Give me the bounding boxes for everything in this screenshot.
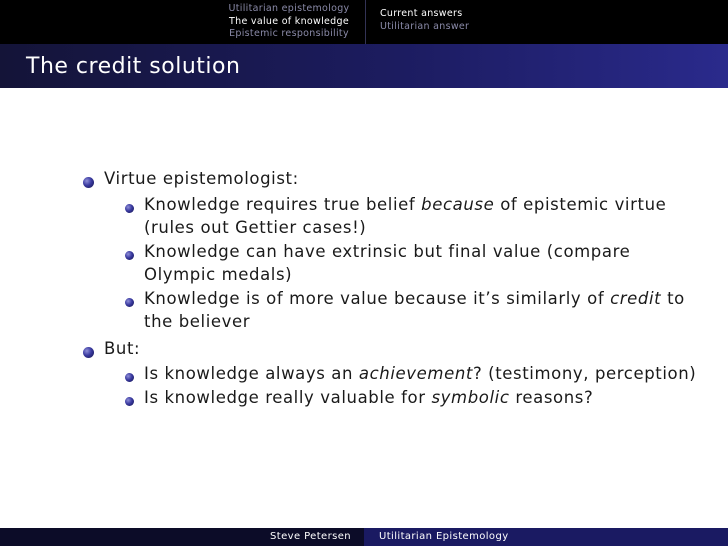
text-run: Is knowledge really valuable for <box>144 387 432 407</box>
slide-title: The credit solution <box>26 54 241 79</box>
bullet-icon <box>83 347 94 358</box>
text-run: reasons? <box>509 387 594 407</box>
sub-bullet-icon <box>125 298 134 307</box>
sub-bullet-icon <box>125 251 134 260</box>
text-run: ? (testimony, perception) <box>472 364 697 383</box>
footer-title[interactable]: Utilitarian Epistemology <box>379 531 509 542</box>
emphasis-text: credit <box>610 288 662 308</box>
nav-section-utilitarian-epistemology[interactable]: Utilitarian epistemology <box>228 3 350 14</box>
bullet-item-text: Virtue epistemologist: <box>104 169 299 188</box>
nav-subsection-current-answers[interactable]: Current answers <box>380 8 463 19</box>
frame-title-bar <box>0 44 728 88</box>
sub-bullet-text-line <box>144 218 366 237</box>
header-divider <box>365 0 366 44</box>
footer-title-panel <box>364 528 728 546</box>
bullet-icon <box>83 177 94 188</box>
nav-subsection-utilitarian-answer[interactable]: Utilitarian answer <box>380 20 470 32</box>
sub-bullet-text-line <box>144 242 630 261</box>
text-run: Olympic medals) <box>144 265 293 284</box>
text-run: to <box>661 288 685 308</box>
sub-bullet-text-line <box>144 364 696 383</box>
section-navigation <box>218 3 360 41</box>
text-run: Knowledge is of more value because it’s similarly of <box>144 288 611 308</box>
nav-section-epistemic-responsibility[interactable]: Epistemic responsibility <box>229 28 349 39</box>
text-run: Knowledge requires true belief <box>144 194 422 214</box>
sub-bullet-icon <box>125 373 134 382</box>
nav-section-value-of-knowledge[interactable]: The value of knowledge <box>229 15 349 27</box>
footer-author: Steve Petersen <box>270 531 351 542</box>
text-run: Is knowledge always an <box>144 364 359 383</box>
footer-author-panel <box>0 528 364 546</box>
bullet-item-text: But: <box>104 338 141 358</box>
sub-bullet-icon <box>125 397 134 406</box>
text-run: Knowledge can have extrinsic but final value (compare <box>144 241 631 261</box>
sub-bullet-text-line <box>144 289 685 308</box>
sub-bullet-text-line <box>144 388 593 407</box>
sub-bullet-text-line <box>144 312 250 331</box>
emphasis-text: achievement <box>358 364 473 383</box>
sub-bullet-text-line <box>144 195 666 214</box>
sub-bullet-text-line <box>144 265 292 284</box>
emphasis-text: symbolic <box>431 387 510 407</box>
header-navigation-bar <box>0 0 728 44</box>
subsection-navigation <box>380 8 469 33</box>
emphasis-text: because <box>421 194 495 214</box>
text-run: (rules out Gettier cases!) <box>144 218 367 237</box>
sub-bullet-icon <box>125 204 134 213</box>
text-run: the believer <box>144 312 251 331</box>
text-run: of epistemic virtue <box>494 194 667 214</box>
footer-bar <box>0 528 728 546</box>
